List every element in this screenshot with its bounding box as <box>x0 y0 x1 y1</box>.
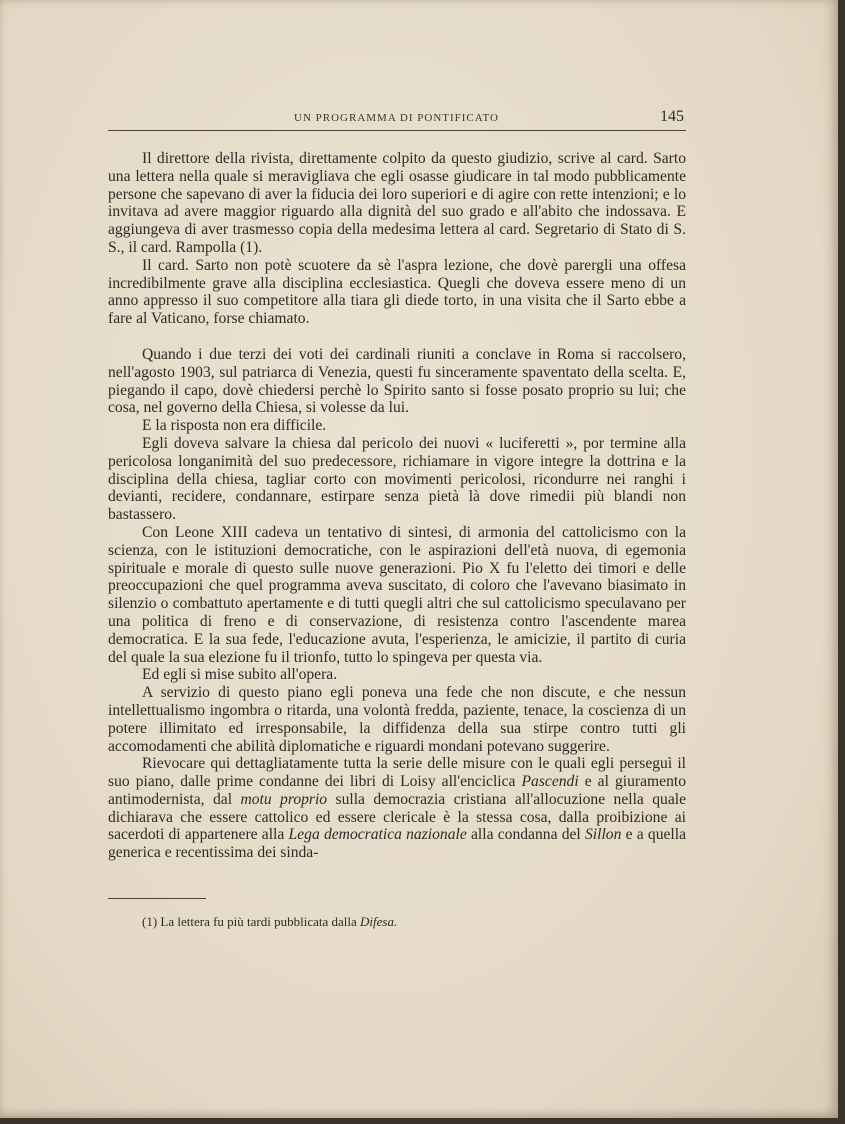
paragraph: Egli doveva salvare la chiesa dal pericolo dei nuovi « luciferetti », por termine alla pericolosa longanimità del suo predecessore, richiamare in vigore integre la dottrina e la disciplina della chiesa, tagliar corto con movimenti pericolosi, ricondurre nei ranghi i devianti, recidere, condannare, estirpare senza pietà là dove rimedii più blandi non bastassero. <box>108 434 686 524</box>
italic-run: motu proprio <box>240 790 328 808</box>
page-number: 145 <box>660 108 684 125</box>
text-run: sulla democrazia cristiana all'allocuzione nella quale dichiarava che essere cattolico ed essere clericale è la stessa cosa, dalla proibizione ai sacerdoti di appartenere alla <box>108 790 686 844</box>
paragraph: Il direttore della rivista, direttamente colpito da questo giudizio, scrive al card. Sarto una lettera nella quale si meravigliava che egli osasse giudicare in tal modo pubblicamente persone che sapevano di aver la fiducia dei loro superiori e di agire con rette intenzioni; e lo invitava ad avere maggior riguardo alla dignità del suo grado e all'abito che indossava. E aggiungeva di aver trasmesso copia della medesima lettera al card. Segretario di Stato di S. S., il card. Rampolla (1). <box>108 150 686 256</box>
paragraph: E la risposta non era difficile. <box>142 417 327 435</box>
paragraph <box>108 755 686 862</box>
paragraph: A servizio di questo piano egli poneva una fede che non discute, e che nessun intellettualismo ingombra o ritarda, una volontà fredda, paziente, tenace, la coscienza di un potere illimitato ed irresponsabile, la diffidenza della sua stirpe contro tutti gli accomodamenti che abilità diplomatiche e riguardi mondani potevano suggerire. <box>108 684 686 755</box>
text-run: Rievocare qui dettagliatamente tutta la serie delle misure con le quali egli perseguì il suo piano, dalle prime condanne dei libri di Loisy all'enciclica <box>108 755 686 791</box>
paragraph: Quando i due terzi dei voti dei cardinali riuniti a conclave in Roma si raccolsero, nell'agosto 1903, sul patriarca di Venezia, questi fu sinceramente spaventato della scelta. E, piegando il capo, dovè chiedersi perchè lo Spirito santo si fosse posato proprio su lui; che cosa, nel governo della Chiesa, si volesse da lui. <box>108 345 686 417</box>
italic-run: Sillon <box>585 826 622 844</box>
text-run: e al giuramento antimodernista, dal <box>108 773 686 808</box>
footnote-rule <box>108 898 206 899</box>
page-header <box>108 108 686 131</box>
running-head: UN PROGRAMMA DI PONTIFICATO <box>294 112 499 124</box>
footnote <box>142 914 397 930</box>
italic-run: Pascendi <box>521 773 579 791</box>
footnote-text: (1) La lettera fu più tardi pubblicata dalla <box>142 914 361 929</box>
main-text <box>108 150 686 862</box>
paragraph: Il card. Sarto non potè scuotere da sè l'aspra lezione, che dovè parergli una offesa incredibilmente grave alla disciplina ecclesiastica. Quegli che doveva essere meno di un anno appresso il suo competitore alla tiara gli diede torto, in una visita che il Sarto ebbe a fare al Vaticano, forse chiamato. <box>108 256 686 328</box>
text-run: e a quella generica e recentissima dei sinda- <box>108 826 687 862</box>
text-run: alla condanna del <box>466 826 585 844</box>
section-gap <box>108 328 686 346</box>
paragraph: Con Leone XIII cadeva un tentativo di sintesi, di armonia del cattolicismo con la scienza, con le istituzioni democratiche, con le aspirazioni dell'età nuova, di egemonia spirituale e morale di questo sulle nuove generazioni. Pio X fu l'eletto dei timori e delle preoccupazioni che quel programma aveva suscitato, di coloro che l'avevano biasimato in silenzio o combattuto apertamente e di tutti quegli altri che sul cattolicismo speculavano per una politica di freno e di conservazione, di resistenza contro l'ascendente marea democratica. E la sua fede, l'educazione avuta, l'esperienza, le amicizie, il partito di curia del quale la sua elezione fu il trionfo, tutto lo spingeva per questa via. <box>108 523 686 666</box>
paragraph: Ed egli si mise subito all'opera. <box>142 666 338 684</box>
footnote-italic: Difesa. <box>360 914 398 929</box>
italic-run: Lega democratica nazionale <box>288 826 467 844</box>
